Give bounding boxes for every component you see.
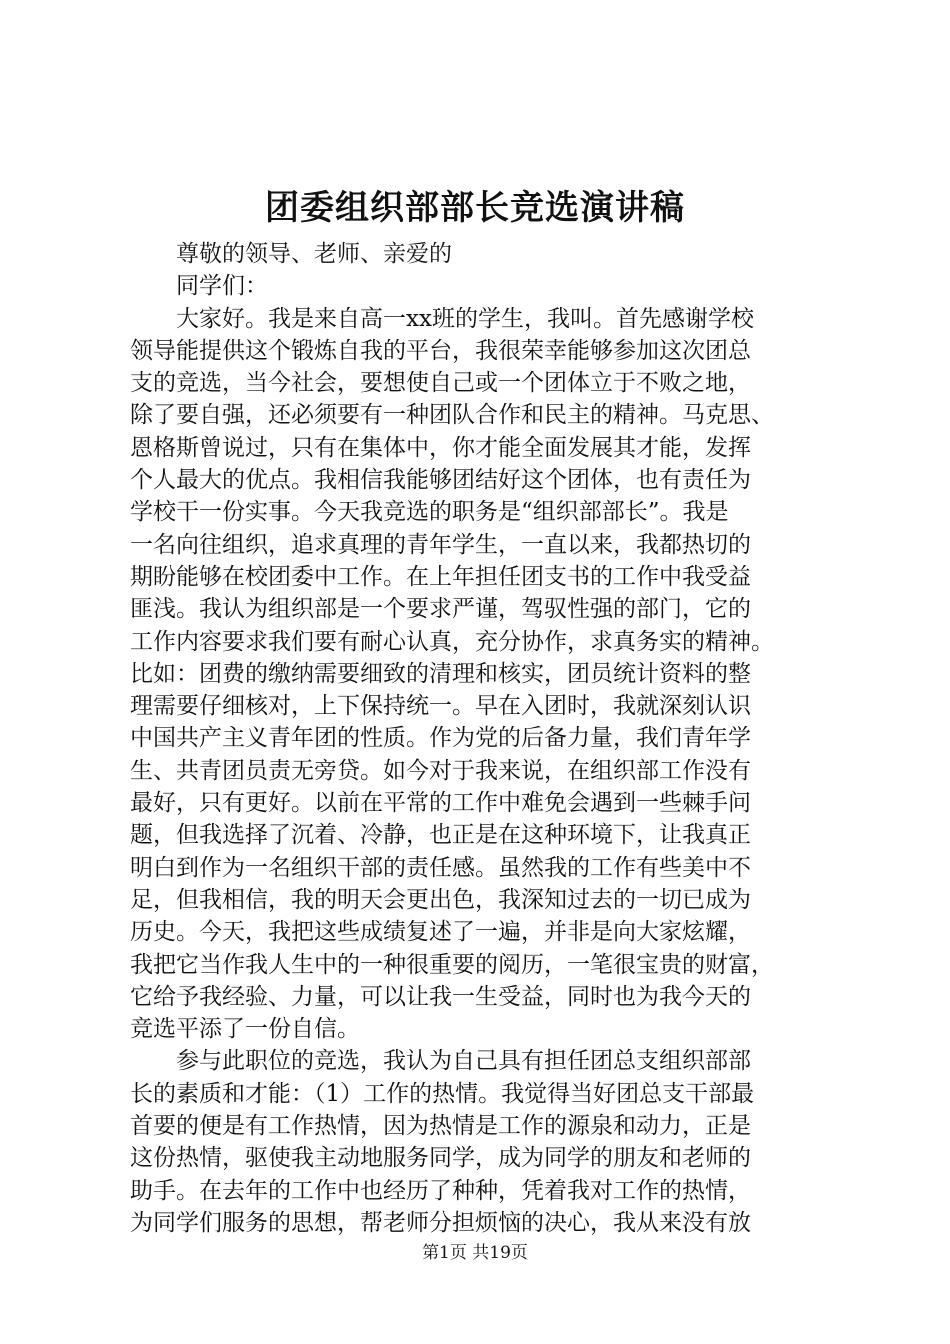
text-line: 比如：团费的缴纳需要细致的清理和核实，团员统计资料的整 bbox=[130, 660, 751, 687]
text-line: 工作内容要求我们要有耐心认真，充分协作，求真务实的精神。 bbox=[130, 628, 774, 655]
text-line: 生、共青团员责无旁贷。如今对于我来说，在组织部工作没有 bbox=[130, 757, 751, 784]
text-line: 长的素质和才能：（1）工作的热情。我觉得当好团总支干部最 bbox=[130, 1080, 755, 1107]
text-line: 除了要自强，还必须要有一种团队合作和民主的精神。马克思、 bbox=[130, 402, 774, 429]
text-line: 题，但我选择了沉着、冷静，也正是在这种环境下，让我真正 bbox=[130, 822, 751, 849]
text-line: 为同学们服务的思想，帮老师分担烦恼的决心，我从来没有放 bbox=[130, 1209, 751, 1236]
text-line: 期盼能够在校团委中工作。在上年担任团支书的工作中我受益 bbox=[130, 563, 751, 590]
text-line: 首要的便是有工作热情，因为热情是工作的源泉和动力，正是 bbox=[130, 1113, 751, 1140]
text-line: 明白到作为一名组织干部的责任感。虽然我的工作有些美中不 bbox=[130, 854, 751, 881]
document-title: 团委组织部部长竞选演讲稿 bbox=[265, 188, 685, 228]
text-line: 历史。今天，我把这些成绩复述了一遍，并非是向大家炫耀， bbox=[130, 919, 751, 946]
text-line: 尊敬的领导、老师、亲爱的 bbox=[130, 241, 452, 267]
text-line: 足，但我相信，我的明天会更出色，我深知过去的一切已成为 bbox=[130, 886, 751, 913]
text-line: 支的竞选，当今社会，要想使自己或一个团体立于不败之地， bbox=[130, 370, 751, 397]
text-line: 一名向往组织，追求真理的青年学生，一直以来，我都热切的 bbox=[130, 531, 751, 558]
text-line: 中国共产主义青年团的性质。作为党的后备力量，我们青年学 bbox=[130, 725, 751, 752]
text-line: 学校干一份实事。今天我竞选的职务是“组织部部长”。我是 bbox=[130, 499, 729, 526]
text-line: 竞选平添了一份自信。 bbox=[130, 1016, 360, 1043]
text-line: 恩格斯曾说过，只有在集体中，你才能全面发展其才能，发挥 bbox=[130, 434, 751, 461]
text-line: 参与此职位的竞选，我认为自己具有担任团总支组织部部 bbox=[130, 1048, 751, 1075]
text-line: 助手。在去年的工作中也经历了种种，凭着我对工作的热情， bbox=[130, 1177, 751, 1204]
text-line: 个人最大的优点。我相信我能够团结好这个团体，也有责任为 bbox=[130, 467, 751, 494]
text-line: 最好，只有更好。以前在平常的工作中难免会遇到一些棘手问 bbox=[130, 790, 751, 817]
text-line: 它给予我经验、力量，可以让我一生受益，同时也为我今天的 bbox=[130, 983, 751, 1010]
text-line: 理需要仔细核对，上下保持统一。早在入团时，我就深刻认识 bbox=[130, 693, 751, 720]
text-line: 大家好。我是来自高一xx班的学生，我叫。首先感谢学校 bbox=[130, 305, 754, 332]
text-line: 我把它当作我人生中的一种很重要的阅历，一笔很宝贵的财富， bbox=[130, 951, 774, 978]
document-body bbox=[130, 238, 832, 1239]
text-line: 同学们： bbox=[130, 273, 268, 300]
text-line: 这份热情，驱使我主动地服务同学，成为同学的朋友和老师的 bbox=[130, 1145, 751, 1172]
text-line: 领导能提供这个锻炼自我的平台，我很荣幸能够参加这次团总 bbox=[130, 337, 751, 364]
text-line: 匪浅。我认为组织部是一个要求严谨，驾驭性强的部门，它的 bbox=[130, 596, 751, 623]
page-footer: 第1页 共19页 bbox=[422, 1243, 528, 1263]
